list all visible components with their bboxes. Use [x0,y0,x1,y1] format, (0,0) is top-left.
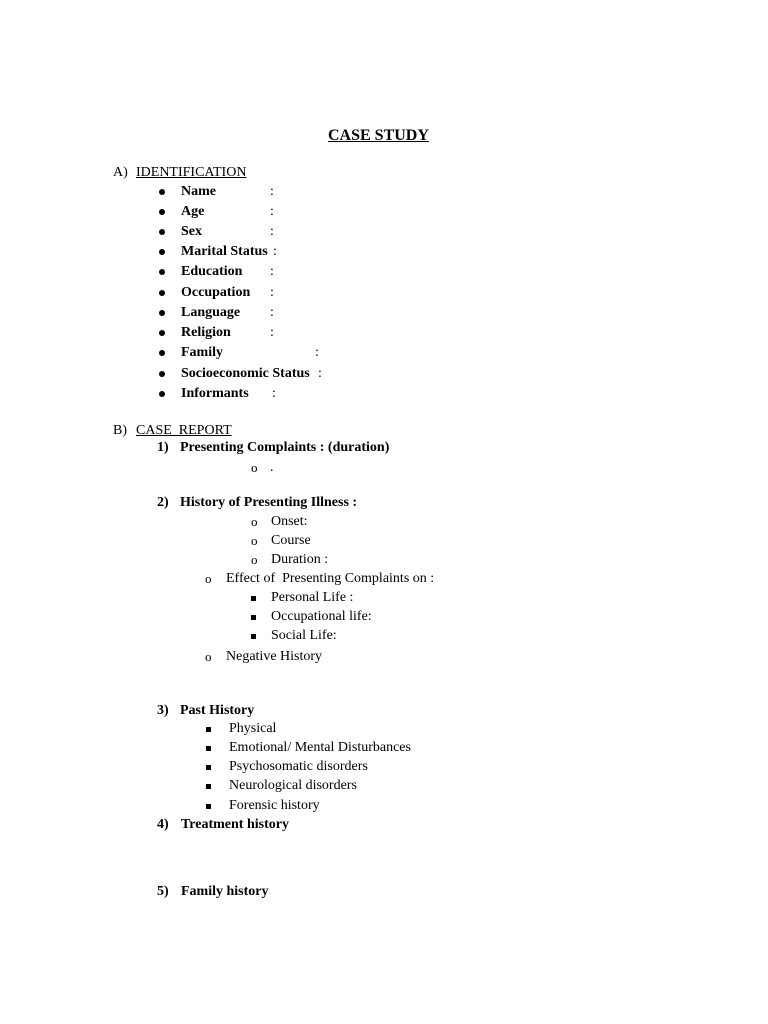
bullet-icon [159,229,165,235]
section-a-marker: A) [113,165,128,180]
item-number: 5) [157,884,169,899]
item-label: Occupation [181,285,251,300]
item-label: Age [181,204,205,219]
bullet-icon [159,269,165,275]
section-a-heading: IDENTIFICATION [136,165,247,180]
bullet-icon [159,249,165,255]
effect-personal-life: Personal Life : [271,590,354,605]
square-bullet-icon [251,596,256,601]
bullet-icon [159,189,165,195]
item-number: 3) [157,703,169,718]
square-bullet-icon [206,765,211,770]
bullet-icon [159,310,165,316]
page-title: CASE STUDY [328,127,429,144]
item-label: Family [181,345,223,360]
item-label: Socioeconomic Status [181,366,310,381]
item-separator: : [315,345,319,360]
past-neurological: Neurological disorders [229,778,357,793]
effect-occupational-life: Occupational life: [271,609,372,624]
item-separator: : [272,386,276,401]
item-label: Informants [181,386,249,401]
hpi-duration: Duration : [271,552,329,567]
effect-social-life: Social Life: [271,628,337,643]
item-number: 1) [157,440,169,455]
section-b-marker: B) [113,423,127,438]
section-b-heading: CASE REPORT [136,423,232,438]
past-emotional: Emotional/ Mental Disturbances [229,740,411,755]
circle-bullet-icon: o [251,460,258,475]
item-separator: : [270,305,274,320]
item-separator: : [270,184,274,199]
square-bullet-icon [251,615,256,620]
item-separator: : [270,204,274,219]
item-separator: : [270,325,274,340]
hpi-course: Course [271,533,311,548]
past-physical: Physical [229,721,277,736]
item-label: Education [181,264,243,279]
treatment-history-label: Treatment history [181,817,289,832]
hpi-label: History of Presenting Illness : [180,495,358,510]
circle-bullet-icon: o [205,571,212,586]
hpi-negative-history: Negative History [226,649,323,664]
bullet-icon [159,290,165,296]
item-separator: : [270,264,274,279]
item-number: 4) [157,817,169,832]
family-history-label: Family history [181,884,269,899]
square-bullet-icon [206,784,211,789]
item-label: Name [181,184,216,199]
square-bullet-icon [251,634,256,639]
past-forensic: Forensic history [229,798,320,813]
circle-bullet-icon: o [251,533,258,548]
presenting-complaints-label: Presenting Complaints : (duration) [180,440,390,455]
hpi-effect: Effect of Presenting Complaints on : [226,571,435,586]
item-label: Marital Status [181,244,268,259]
square-bullet-icon [206,746,211,751]
bullet-icon [159,371,165,377]
square-bullet-icon [206,727,211,732]
past-history-label: Past History [180,703,255,718]
bullet-icon [159,330,165,336]
item-separator: : [273,244,277,259]
item-separator: : [318,366,322,381]
item-label: Language [181,305,241,320]
item-separator: : [270,224,274,239]
presenting-complaints-entry: . [270,460,274,475]
bullet-icon [159,209,165,215]
bullet-icon [159,350,165,356]
item-number: 2) [157,495,169,510]
square-bullet-icon [206,804,211,809]
circle-bullet-icon: o [251,552,258,567]
bullet-icon [159,391,165,397]
item-separator: : [270,285,274,300]
circle-bullet-icon: o [251,514,258,529]
item-label: Sex [181,224,202,239]
hpi-onset: Onset: [271,514,308,529]
item-label: Religion [181,325,231,340]
circle-bullet-icon: o [205,649,212,664]
past-psychosomatic: Psychosomatic disorders [229,759,368,774]
